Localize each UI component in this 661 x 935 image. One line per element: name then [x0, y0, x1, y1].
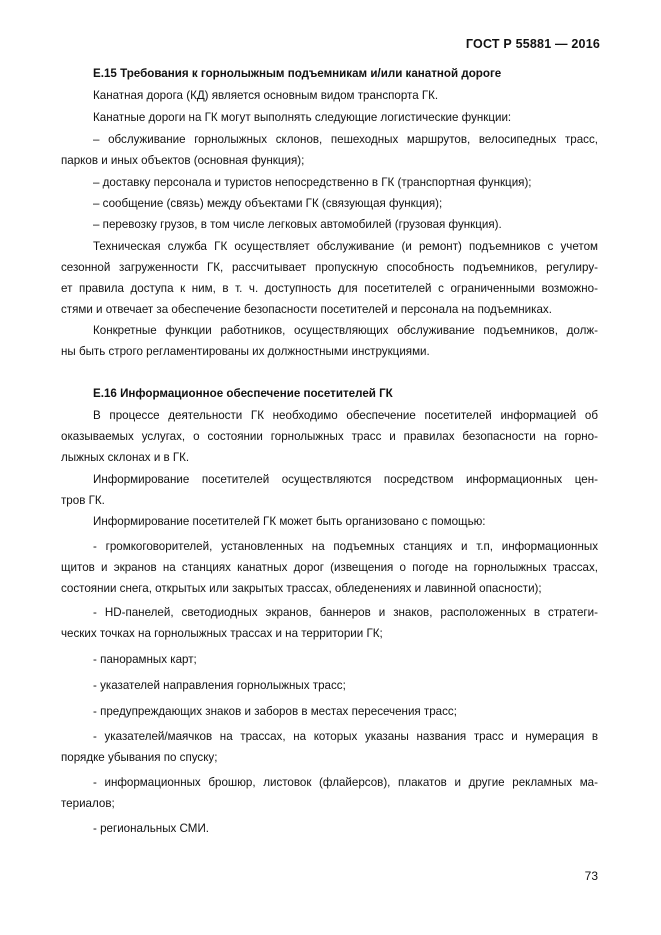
page-number: 73: [584, 869, 598, 883]
list-item: - панорамных карт;: [93, 653, 197, 666]
text-line: Техническая служба ГК осуществляет обслуживание (и ремонт) подъемников с учетом: [93, 240, 598, 253]
list-item: - информационных брошюр, листовок (флайерсов), плакатов и другие рекламных ма-: [93, 776, 598, 789]
text-line: оказываемых услугах, о состоянии горнолыжных трасс и правилах безопасности на горно-: [61, 430, 598, 443]
text-line: Канатная дорога (КД) является основным видом транспорта ГК.: [93, 89, 439, 102]
list-item: - указателей/маячков на трассах, на которых указаны названия трасс и нумерация в: [93, 730, 598, 743]
list-item-cont: щитов и экранов на станциях канатных дорог (извещения о погоде на горнолыжных трассах,: [61, 561, 598, 574]
list-item-cont: ческих точках на горнолыжных трассах и на территории ГК;: [61, 627, 383, 640]
text-line: ет правила доступа к ним, в т. ч. доступность для посетителей с ограниченными возможно-: [61, 282, 598, 295]
list-item-cont: порядке убывания по спуску;: [61, 751, 218, 764]
text-line: Информирование посетителей ГК может быть организовано с помощью:: [93, 515, 486, 528]
text-line: ны быть строго регламентированы их должностными инструкциями.: [61, 345, 430, 358]
list-item-cont: териалов;: [61, 797, 115, 810]
list-item: - региональных СМИ.: [93, 822, 209, 835]
list-item: - предупреждающих знаков и заборов в местах пересечения трасс;: [93, 705, 457, 718]
text-line: тров ГК.: [61, 494, 105, 507]
document-id-header: ГОСТ Р 55881 — 2016: [465, 37, 600, 51]
text-line: – сообщение (связь) между объектами ГК (связующая функция);: [93, 197, 443, 210]
list-item: - громкоговорителей, установленных на подъемных станциях и т.п, информационных: [93, 540, 598, 553]
list-item: - HD-панелей, светодиодных экранов, баннеров и знаков, расположенных в стратеги-: [93, 606, 598, 619]
list-item: - указателей направления горнолыжных трасс;: [93, 679, 346, 692]
text-line: Конкретные функции работников, осуществляющих обслуживание подъемников, долж-: [93, 324, 598, 337]
text-line: стями и отвечает за обеспечение безопасности посетителей и персонала на подъемниках.: [61, 303, 552, 316]
text-line: сезонной загруженности ГК, рассчитывает пропускную способность подъемников, регулиру-: [61, 261, 598, 274]
text-line: В процессе деятельности ГК необходимо обеспечение посетителей информацией об: [93, 409, 598, 422]
section-heading-e15: Е.15 Требования к горнолыжным подъемникам и/или канатной дороге: [93, 67, 502, 80]
text-line: Информирование посетителей осуществляются посредством информационных цен-: [93, 473, 598, 486]
section-heading-e16: Е.16 Информационное обеспечение посетителей ГК: [93, 387, 393, 400]
text-line: – доставку персонала и туристов непосредственно в ГК (транспортная функция);: [93, 176, 532, 189]
text-line: Канатные дороги на ГК могут выполнять следующие логистические функции:: [93, 111, 512, 124]
text-line: парков и иных объектов (основная функция);: [61, 154, 305, 167]
text-line: – перевозку грузов, в том числе легковых автомобилей (грузовая функция).: [93, 218, 502, 231]
list-item-cont: состоянии снега, открытых или закрытых трассах, обледенениях и лавинной опасности);: [61, 582, 542, 595]
text-line: лыжных склонах и в ГК.: [61, 451, 190, 464]
text-line: – обслуживание горнолыжных склонов, пешеходных маршрутов, велосипедных трасс,: [93, 133, 598, 146]
